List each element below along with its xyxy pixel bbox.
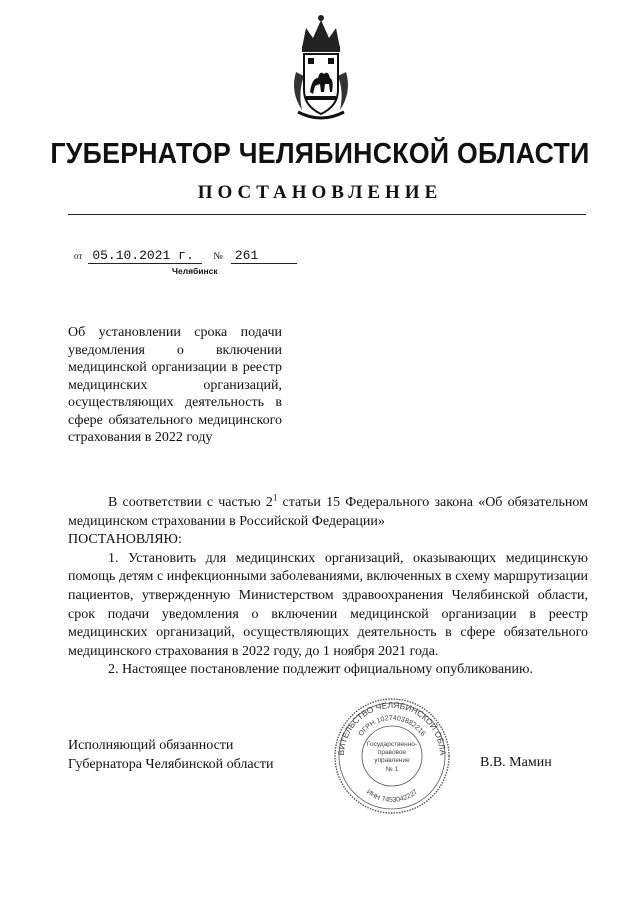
number-sign: № (213, 251, 223, 262)
header-divider (68, 214, 586, 215)
clause-2: 2. Настоящее постановление подлежит официальному опубликованию. (108, 662, 533, 678)
city-label: Челябинск (172, 266, 218, 276)
date-prefix: от (74, 251, 83, 261)
document-subject: Об установлении срока подачи уведомления о включении медицинской организации в реестр медицинских организаций, осуществляющих деятельность в сфере обязательного медицинского страхования в 2022 году (68, 325, 282, 445)
seal-inner-line-3: управление (374, 757, 410, 764)
seal-ogrn: ОГРН 1027403882216 (357, 714, 427, 738)
resolve-word: ПОСТАНОВЛЯЮ: (68, 532, 182, 548)
signatory-position-line-2: Губернатора Челябинской области (68, 757, 274, 772)
coat-of-arms-icon (288, 12, 354, 120)
official-seal-icon (332, 696, 452, 816)
seal-inner-line-1: Государственно- (366, 741, 418, 748)
seal-inn: ИНН 7453042227 (364, 788, 420, 805)
document-body (68, 494, 588, 680)
document-date: 05.10.2021 г. (88, 248, 202, 264)
seal-outer-text: ВИТЕЛЬСТВО ЧЕЛЯБИНСКОЙ ОБЛА (335, 699, 449, 756)
seal-inner-line-4: № 1 (385, 766, 399, 773)
svg-text:ИНН 7453042227 (365, 789, 419, 805)
clause-1: 1. Установить для медицинских организаций, оказывающих медицинскую помощь детям с инфекционными заболеваниями, включенных в схему маршрутизации пациентов, утвержденную Министерством здравоохранения Челябинской области, срок подачи уведомления о включении медицинской организации в реестр медицинских организаций, осуществляющих деятельность в сфере обязательного медицинского страхования в 2022 году, до 1 ноября 2021 года. (68, 550, 588, 659)
preamble-superscript: 1 (272, 492, 278, 503)
document-type-heading: ПОСТАНОВЛЕНИЕ (197, 182, 443, 203)
signatory-position-line-1: Исполняющий обязанности (68, 738, 234, 753)
preamble-text-b: статьи 15 Федерального закона «Об обязательном медицинском страховании в Российской Федерации» (68, 495, 588, 529)
issuer-title: ГУБЕРНАТОР ЧЕЛЯБИНСКОЙ ОБЛАСТИ (50, 138, 590, 170)
date-number-line (74, 248, 297, 264)
preamble-text-a: В соответствии с частью 2 (108, 495, 273, 510)
seal-inner-line-2: правовое (377, 749, 407, 756)
signatory-name: В.В. Мамин (480, 755, 552, 770)
signatory-position (68, 736, 273, 774)
preamble-paragraph (68, 494, 588, 531)
document-number: 261 (231, 248, 297, 264)
